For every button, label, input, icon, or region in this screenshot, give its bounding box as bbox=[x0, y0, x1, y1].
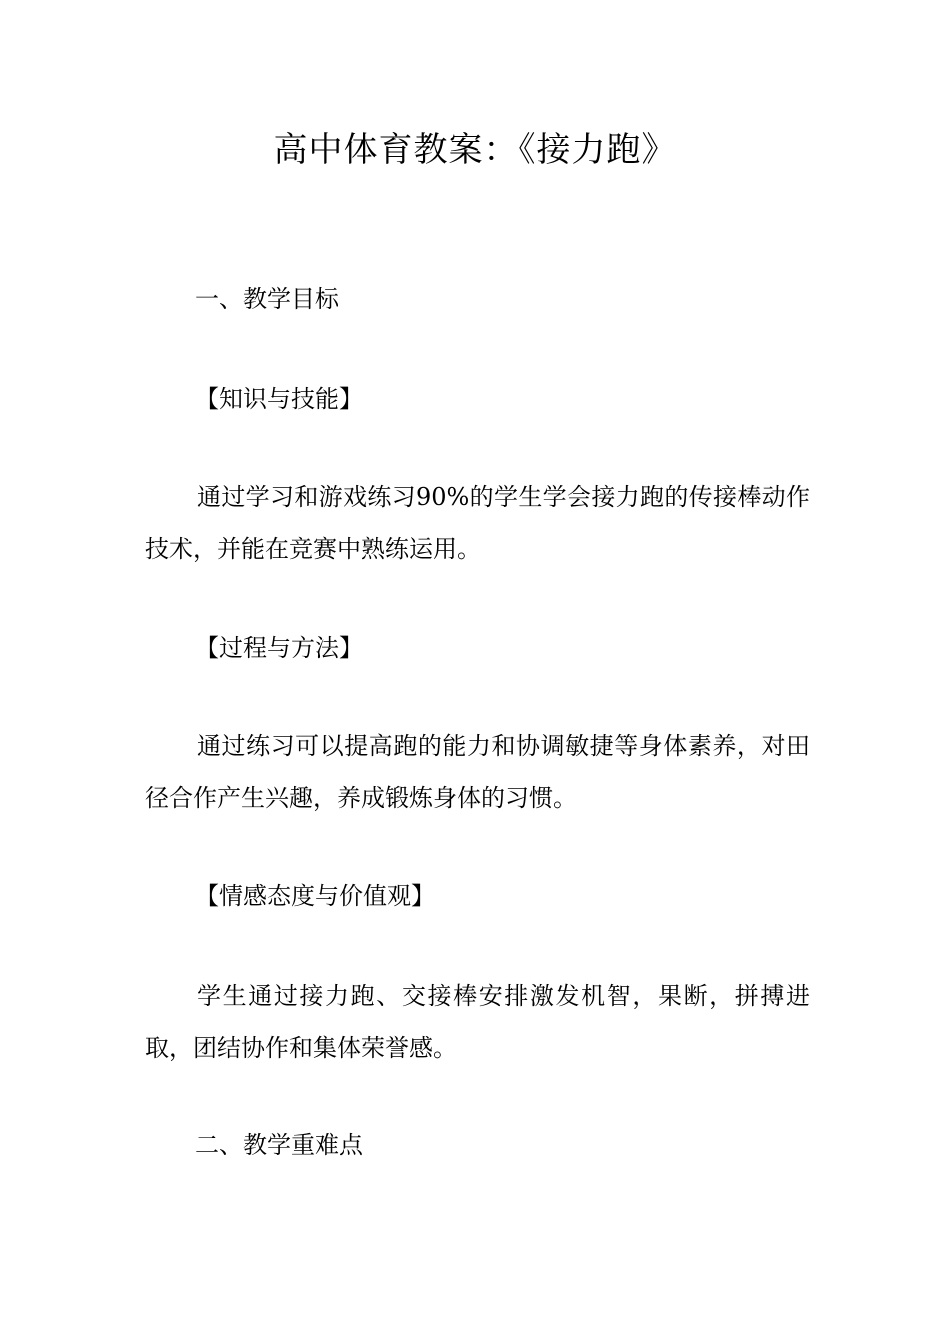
section-heading-teaching-goals: 一、教学目标 bbox=[195, 285, 339, 313]
document-title: 高中体育教案：《接力跑》 bbox=[273, 130, 677, 170]
paragraph-knowledge-skills: 通过学习和游戏练习90%的学生学会接力跑的传接棒动作技术，并能在竞赛中熟练运用。 bbox=[145, 483, 810, 563]
subheading-process-methods: 【过程与方法】 bbox=[195, 634, 363, 662]
subheading-knowledge-skills: 【知识与技能】 bbox=[195, 385, 363, 413]
section-heading-key-difficulties: 二、教学重难点 bbox=[195, 1131, 363, 1159]
subheading-emotion-values: 【情感态度与价值观】 bbox=[195, 882, 435, 910]
paragraph-emotion-values: 学生通过接力跑、交接棒安排激发机智，果断，拼搏进取，团结协作和集体荣誉感。 bbox=[145, 982, 810, 1062]
paragraph-process-methods: 通过练习可以提高跑的能力和协调敏捷等身体素养，对田径合作产生兴趣，养成锻炼身体的习惯。 bbox=[145, 732, 810, 812]
